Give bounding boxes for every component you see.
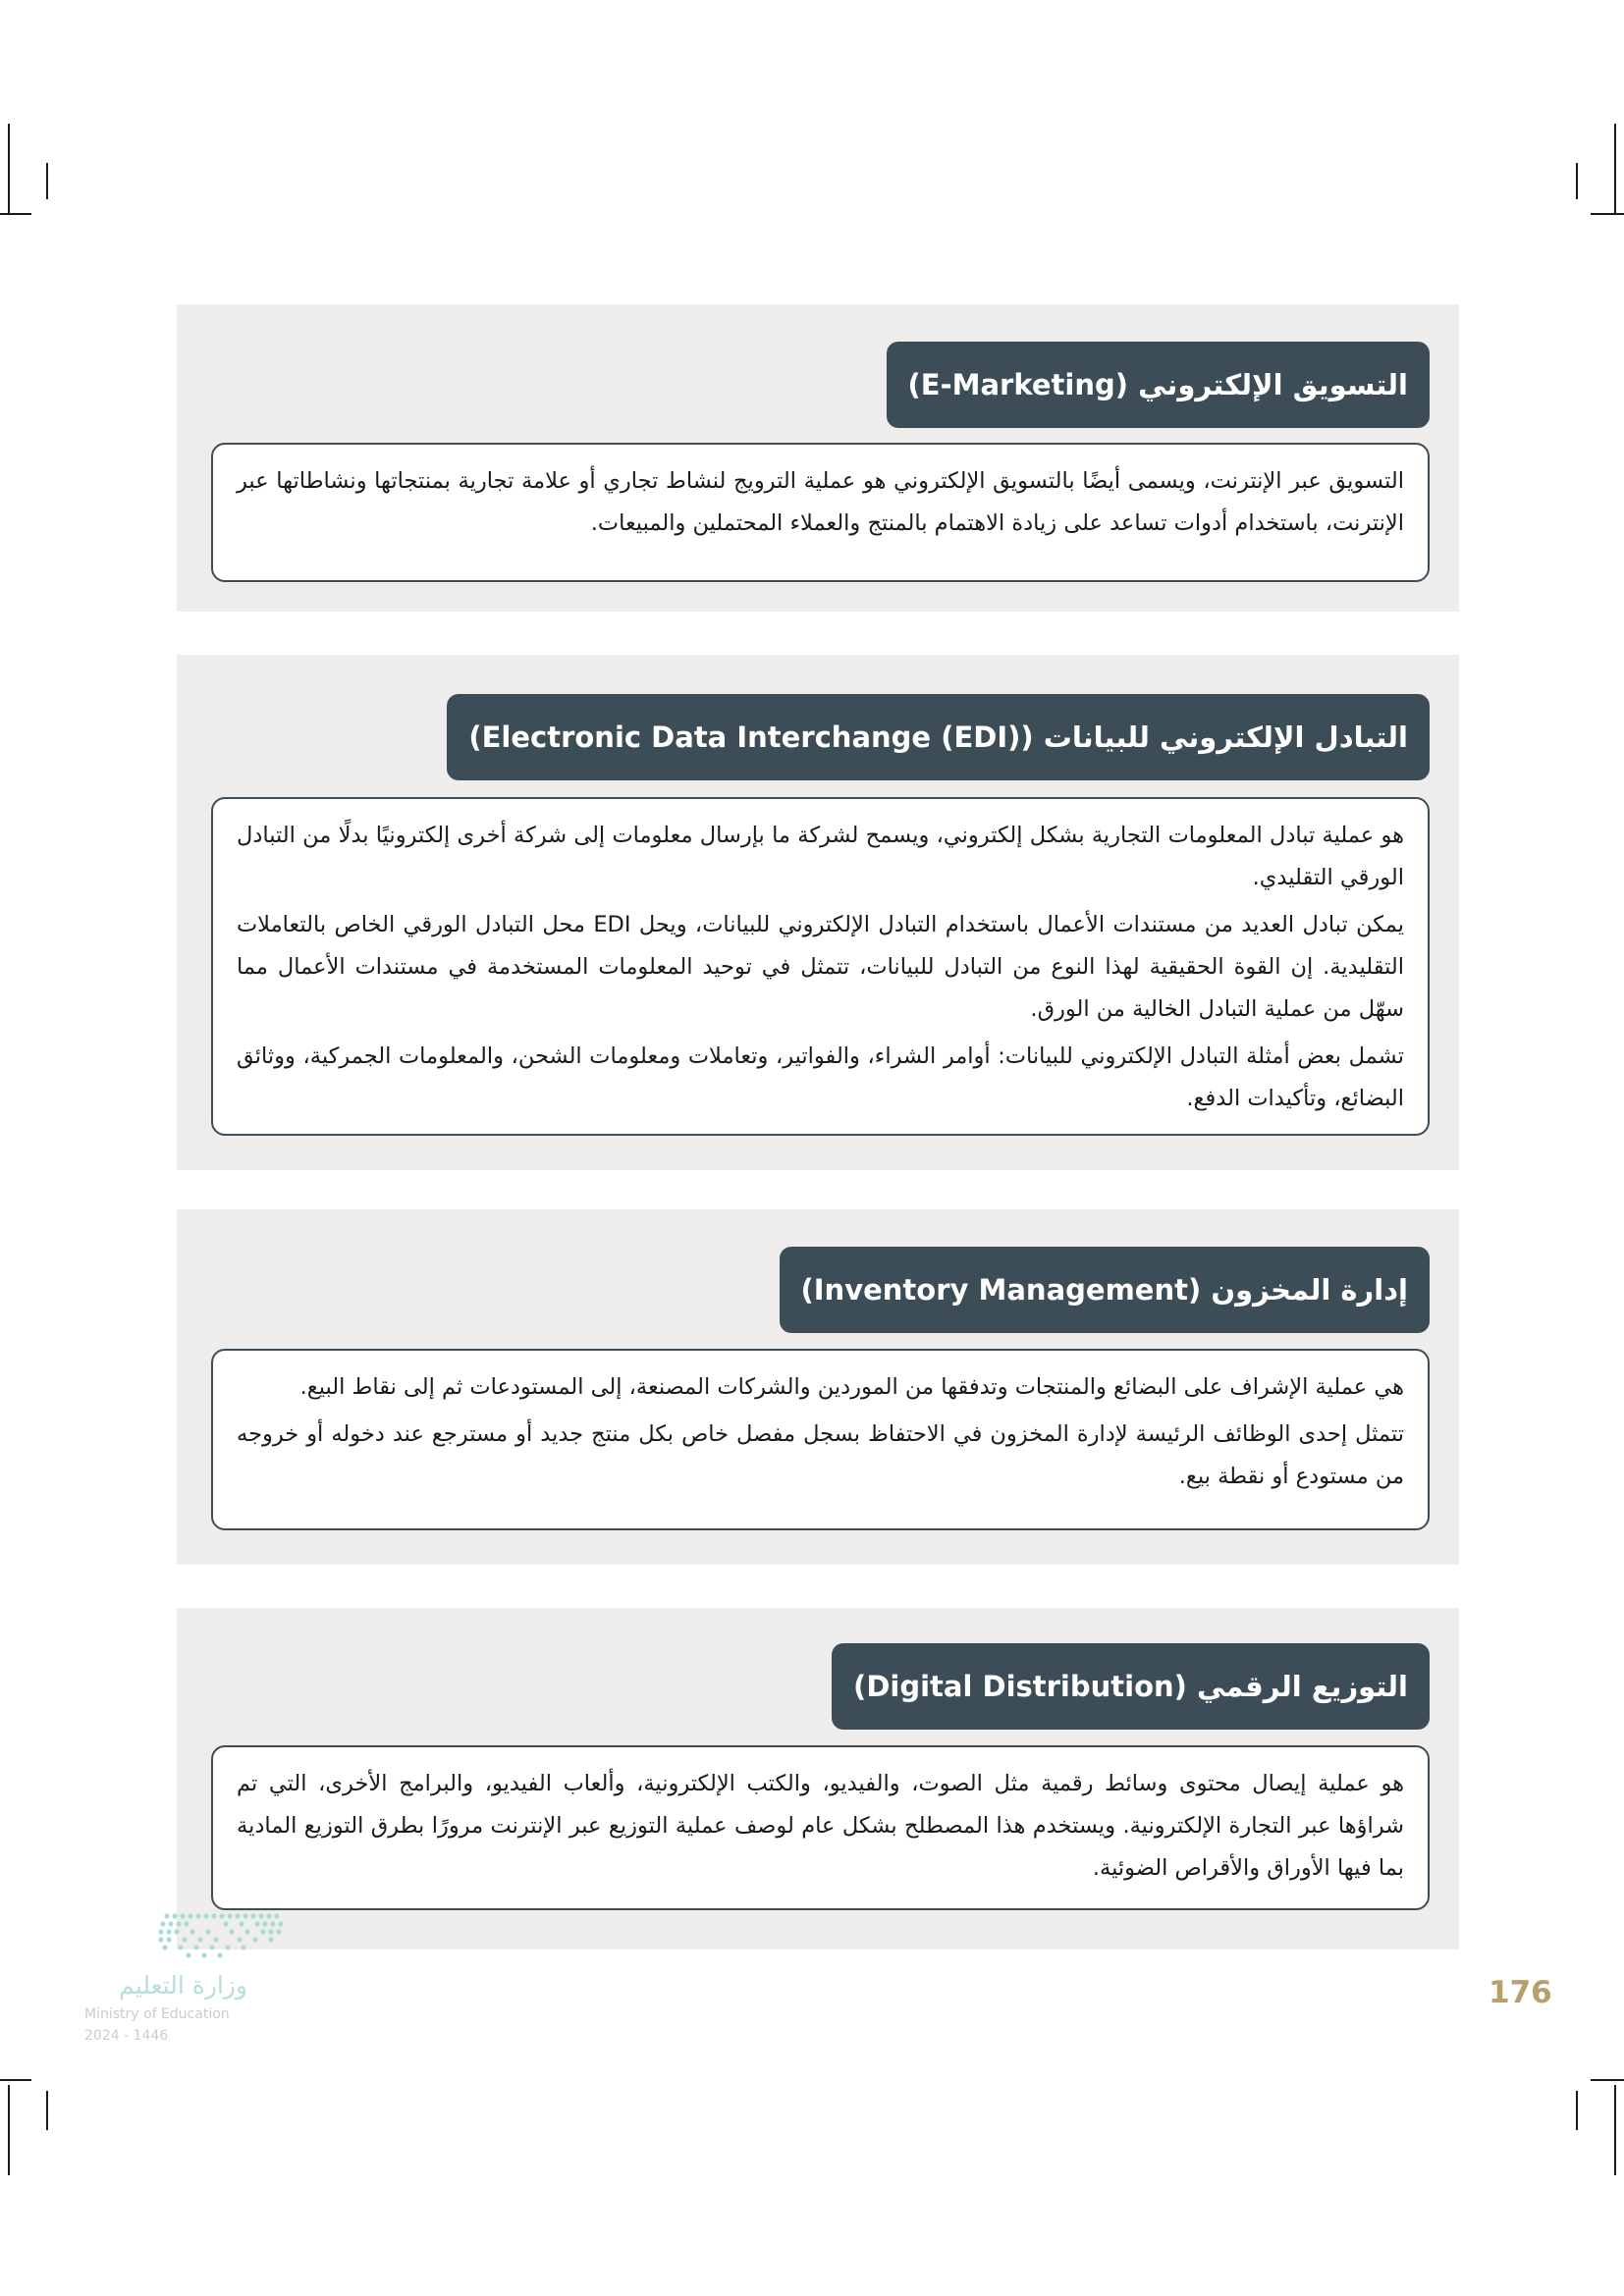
paragraph: التسويق عبر الإنترنت، ويسمى أيضًا بالتسويق الإلكتروني هو عملية الترويج لنشاط تجاري أو علامة تجارية بمنتجاتها ونشاطاتها عبر الإنترنت، باستخدام أدوات تساعد على زيادة الاهتمام بالمنتج والعملاء المحتملين والمبيعات. bbox=[237, 468, 1404, 536]
section-digital-distribution bbox=[177, 1608, 1459, 1949]
section-title: التوزيع الرقمي (Digital Distribution) bbox=[832, 1643, 1430, 1730]
paragraph: هو عملية تبادل المعلومات التجارية بشكل إلكتروني، ويسمح لشركة ما بإرسال معلومات إلى شركة أخرى إلكترونيًا بدلًا من التبادل الورقي التقليدي. bbox=[237, 823, 1404, 890]
section-title: التسويق الإلكتروني (E-Marketing) bbox=[887, 342, 1431, 428]
crop-mark bbox=[1614, 124, 1616, 214]
paragraph: يمكن تبادل العديد من مستندات الأعمال باستخدام التبادل الإلكتروني للبيانات، ويحل EDI محل التبادل الورقي الخاص بالتعاملات التقليدية. إن القوة الحقيقية لهذا النوع من التبادل للبيانات، تتمثل في توحيد المعلومات المستخدمة في مستندات الأعمال مما سهّل من عملية التبادل الخالية من الورق. bbox=[237, 912, 1404, 1022]
crop-mark bbox=[1614, 2085, 1616, 2175]
academic-year: 2024 - 1446 bbox=[84, 2028, 169, 2044]
crop-mark bbox=[1576, 2091, 1578, 2130]
definition-box bbox=[211, 1349, 1430, 1530]
section-title: إدارة المخزون (Inventory Management) bbox=[780, 1247, 1431, 1333]
crop-mark bbox=[8, 124, 10, 214]
section-inventory-management bbox=[177, 1209, 1459, 1565]
definition-box bbox=[211, 797, 1430, 1136]
section-title: التبادل الإلكتروني للبيانات (Electronic Data Interchange (EDI)) bbox=[447, 694, 1430, 780]
crop-mark bbox=[1576, 163, 1578, 199]
crop-mark bbox=[1591, 213, 1624, 215]
ministry-name-english: Ministry of Education bbox=[84, 2006, 230, 2022]
ministry-name-arabic: وزارة التعليم bbox=[119, 1971, 247, 2000]
crop-mark bbox=[0, 213, 31, 215]
definition-box bbox=[211, 1745, 1430, 1910]
paragraph: تتمثل إحدى الوظائف الرئيسة لإدارة المخزون في الاحتفاظ بسجل مفصل خاص بكل منتج جديد أو مسترجع عند دخوله أو خروجه من مستودع أو نقطة بيع. bbox=[237, 1421, 1404, 1489]
section-edi bbox=[177, 655, 1459, 1170]
page-number: 176 bbox=[1489, 1975, 1552, 2010]
ministry-logo-icon bbox=[79, 1912, 334, 1971]
section-e-marketing bbox=[177, 304, 1459, 612]
paragraph: هو عملية إيصال محتوى وسائط رقمية مثل الصوت، والفيديو، والكتب الإلكترونية، وألعاب الفيديو، والبرامج الأخرى، التي تم شراؤها عبر التجارة الإلكترونية. ويستخدم هذا المصطلح بشكل عام لوصف عملية التوزيع عبر الإنترنت مرورًا بطرق التوزيع المادية بما فيها الأوراق والأقراص الضوئية. bbox=[237, 1771, 1404, 1881]
crop-mark bbox=[1591, 2079, 1624, 2081]
paragraph: هي عملية الإشراف على البضائع والمنتجات وتدفقها من الموردين والشركات المصنعة، إلى المستودعات ثم إلى نقاط البيع. bbox=[299, 1374, 1404, 1400]
crop-mark bbox=[46, 163, 48, 199]
crop-mark bbox=[8, 2085, 10, 2175]
crop-mark bbox=[46, 2091, 48, 2130]
crop-mark bbox=[0, 2079, 31, 2081]
paragraph: تشمل بعض أمثلة التبادل الإلكتروني للبيانات: أوامر الشراء، والفواتير، وتعاملات ومعلومات الشحن، والمعلومات الجمركية، ووثائق البضائع، وتأكيدات الدفع. bbox=[237, 1043, 1404, 1111]
definition-box bbox=[211, 443, 1430, 582]
